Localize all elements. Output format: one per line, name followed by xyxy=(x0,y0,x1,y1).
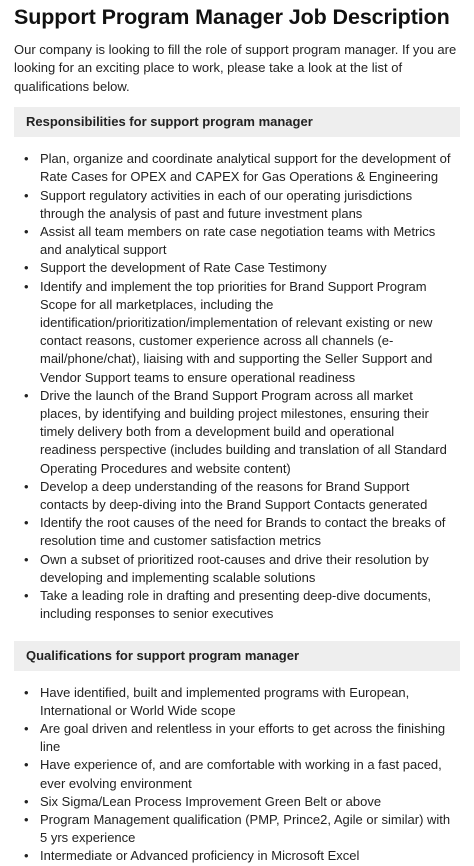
bullet-icon: • xyxy=(24,387,29,403)
bullet-icon: • xyxy=(24,187,29,203)
list-item-text: Program Management qualification (PMP, Prince2, Agile or similar) with 5 yrs experience xyxy=(40,811,451,846)
bullet-icon: • xyxy=(24,684,29,700)
list-item-text: Identify the root causes of the need for Brands to contact the breaks of resolution time and customer satisfaction metrics xyxy=(40,515,446,549)
list-item xyxy=(24,811,452,847)
intro-paragraph: Our company is looking to fill the role of support program manager. If you are looking for an exciting place to work, please take a look at the list of qualifications below. xyxy=(14,42,457,94)
list-item-text: Intermediate or Advanced proficiency in Microsoft Excel xyxy=(40,848,360,864)
bullet-icon: • xyxy=(24,551,29,567)
responsibilities-list xyxy=(14,150,460,623)
list-item-text: Drive the launch of the Brand Support Program across all market places, by identifying and building project milestones, ensuring their timely delivery both from a development build and operational readiness perspective (includes building and translation of all Standard Operating Procedures and website content) xyxy=(40,387,447,476)
bullet-icon: • xyxy=(24,278,29,294)
list-item xyxy=(24,587,452,623)
list-item-text: Plan, organize and coordinate analytical support for the development of Rate Cases for OPEX and CAPEX for Gas Operations & Engineering xyxy=(40,151,451,185)
list-item xyxy=(24,756,452,792)
bullet-icon: • xyxy=(24,515,29,531)
list-item-text: Six Sigma/Lean Process Improvement Green Belt or above xyxy=(40,793,382,809)
list-item-text: Own a subset of prioritized root-causes and drive their resolution by developing and implementing scalable solutions xyxy=(40,551,429,585)
bullet-icon: • xyxy=(24,478,29,494)
list-item xyxy=(24,684,452,720)
bullet-icon: • xyxy=(24,260,29,276)
list-item-text: Identify and implement the top priorities for Brand Support Program Scope for all marketplaces, including the identification/prioritization/implementation of relevant existing or new contact reasons, customer experience across all channels (e-mail/phone/chat), liaising with and supporting the Seller Support and Vendor Support teams to ensure operational readiness xyxy=(40,278,433,385)
list-item xyxy=(24,187,452,223)
list-item-text: Assist all team members on rate case negotiation teams with Metrics and analytical support xyxy=(40,224,436,258)
list-item xyxy=(24,150,452,186)
bullet-icon: • xyxy=(24,588,29,604)
list-item xyxy=(24,278,452,387)
bullet-icon: • xyxy=(24,848,29,864)
list-item xyxy=(24,514,452,550)
list-item-text: Have identified, built and implemented programs with European, International or World Wide scope xyxy=(40,684,410,718)
responsibilities-heading: Responsibilities for support program manager xyxy=(14,107,460,137)
bullet-icon: • xyxy=(24,793,29,809)
qualifications-list xyxy=(14,684,460,866)
list-item xyxy=(24,387,452,478)
page-title: Support Program Manager Job Description xyxy=(14,5,450,29)
list-item-text: Take a leading role in drafting and presenting deep-dive documents, including responses to senior executives xyxy=(40,588,431,622)
bullet-icon: • xyxy=(24,720,29,736)
bullet-icon: • xyxy=(24,811,29,827)
list-item xyxy=(24,223,452,259)
list-item xyxy=(24,793,452,811)
bullet-icon: • xyxy=(24,151,29,167)
list-item-text: Support regulatory activities in each of our operating jurisdictions through the analysis of past and future investment plans xyxy=(40,187,413,221)
list-item xyxy=(24,259,452,277)
bullet-icon: • xyxy=(24,224,29,240)
list-item xyxy=(24,720,452,756)
bullet-icon: • xyxy=(24,757,29,773)
list-item-text: Develop a deep understanding of the reasons for Brand Support contacts by deep-diving into the Brand Support Contacts generated xyxy=(40,478,428,513)
list-item-text: Have experience of, and are comfortable with working in a fast paced, ever evolving environment xyxy=(40,757,442,791)
list-item xyxy=(24,478,452,514)
qualifications-heading: Qualifications for support program manager xyxy=(14,641,460,671)
list-item xyxy=(24,551,452,587)
list-item-text: Support the development of Rate Case Testimony xyxy=(40,260,327,276)
list-item xyxy=(24,847,452,865)
list-item-text: Are goal driven and relentless in your efforts to get across the finishing line xyxy=(40,720,446,755)
